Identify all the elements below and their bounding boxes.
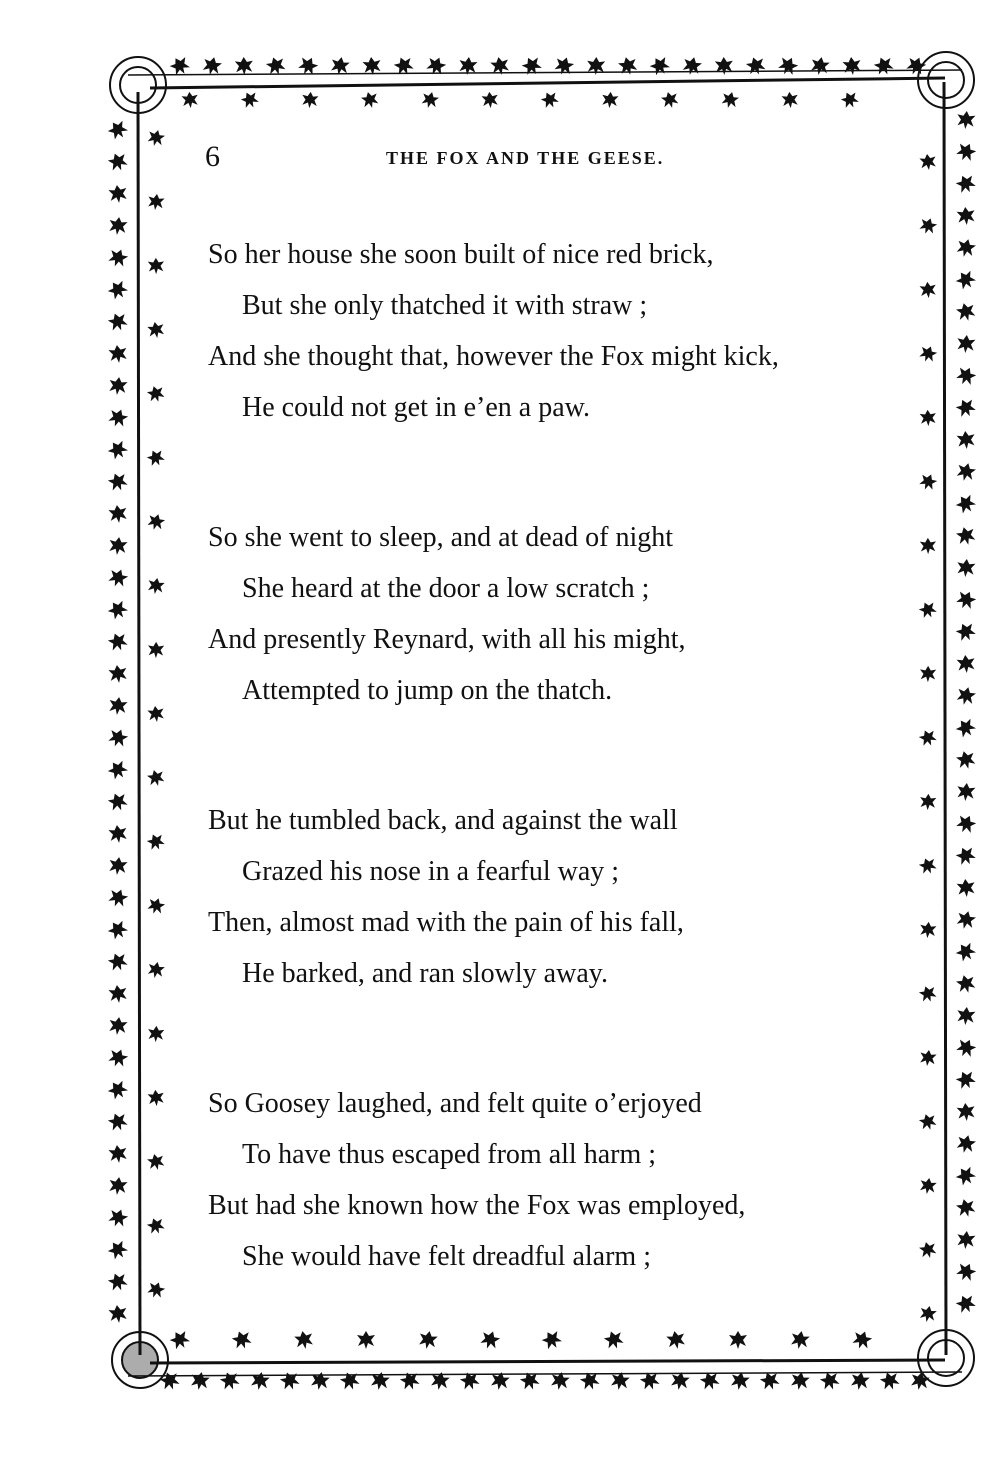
ivy-leaf-icon (398, 1369, 421, 1392)
ivy-leaf-icon (953, 939, 978, 964)
ivy-leaf-icon (146, 384, 166, 404)
ivy-leaf-icon (148, 258, 164, 274)
ivy-leaf-icon (370, 1371, 391, 1392)
ivy-leaf-icon (430, 1371, 451, 1392)
ivy-leaf-icon (146, 1152, 165, 1171)
ivy-leaf-icon (918, 856, 939, 877)
ivy-leaf-icon (108, 1304, 128, 1324)
ivy-leaf-icon (954, 172, 978, 196)
ivy-leaf-icon (158, 1369, 181, 1392)
ivy-leaf-icon (956, 558, 976, 578)
ivy-leaf-icon (218, 1369, 241, 1392)
ivy-leaf-icon (105, 277, 130, 302)
page-number: 6 (205, 140, 220, 173)
ivy-leaf-icon (518, 1369, 541, 1392)
ivy-leaf-icon (956, 654, 976, 674)
ivy-leaf-icon (146, 1280, 167, 1301)
stanza-4 (208, 1082, 908, 1286)
ivy-leaf-icon (850, 1371, 871, 1392)
ivy-leaf-icon (146, 1216, 167, 1237)
ivy-leaf-icon (578, 1369, 601, 1392)
ivy-leaf-icon (919, 1049, 937, 1067)
ivy-leaf-icon (954, 364, 978, 388)
ivy-leaf-icon (954, 844, 978, 868)
ivy-leaf-icon (105, 1237, 130, 1262)
ivy-leaf-icon (147, 705, 165, 723)
ivy-leaf-icon (145, 831, 166, 852)
ivy-leaf-icon (955, 973, 977, 995)
ivy-leaf-icon (954, 588, 978, 612)
ivy-leaf-icon (872, 54, 895, 77)
ivy-leaf-icon (919, 921, 937, 939)
ivy-leaf-icon (953, 1163, 978, 1188)
poem-line: To have thus escaped from all harm ; (242, 1139, 657, 1170)
ivy-leaf-icon (106, 886, 129, 909)
ivy-leaf-icon (145, 447, 167, 469)
ivy-leaf-icon (106, 790, 129, 813)
ivy-leaf-icon (108, 696, 128, 716)
ivy-leaf-icon (106, 950, 129, 973)
ivy-leaf-icon (919, 409, 936, 426)
ivy-leaf-icon (617, 55, 639, 77)
ivy-leaf-icon (920, 666, 936, 682)
ivy-leaf-icon (954, 812, 978, 836)
poem-line: So her house she soon built of nice red brick, (208, 239, 714, 270)
ivy-leaf-icon (108, 216, 128, 236)
ivy-leaf-icon (955, 237, 977, 259)
ivy-leaf-icon (955, 525, 977, 547)
ivy-leaf-icon (108, 824, 128, 844)
ivy-leaf-icon (954, 140, 978, 164)
ivy-leaf-icon (108, 504, 128, 524)
ivy-leaf-icon (956, 1102, 976, 1122)
ivy-leaf-icon (108, 856, 128, 876)
stanza-1 (208, 233, 908, 437)
ivy-leaf-icon (108, 344, 128, 364)
ivy-leaf-icon (919, 1177, 938, 1196)
ivy-leaf-icon (810, 56, 831, 77)
ivy-leaf-icon (904, 54, 927, 77)
ivy-leaf-icon (278, 1369, 301, 1392)
ivy-leaf-icon (106, 566, 129, 589)
ivy-leaf-icon (190, 1371, 211, 1392)
ivy-leaf-icon (953, 491, 978, 516)
ivy-leaf-icon (601, 91, 619, 109)
ivy-leaf-icon (147, 193, 165, 211)
ivy-leaf-icon (108, 1016, 128, 1036)
ivy-leaf-icon (954, 1260, 978, 1284)
ivy-leaf-icon (918, 984, 939, 1005)
ivy-leaf-icon (956, 334, 976, 354)
ivy-leaf-icon (954, 1068, 978, 1092)
ivy-leaf-icon (956, 206, 976, 226)
poem-line: Grazed his nose in a fearful way ; (242, 856, 620, 887)
ivy-leaf-icon (106, 1110, 129, 1133)
ivy-leaf-icon (917, 471, 938, 492)
ivy-leaf-icon (392, 54, 415, 77)
ivy-leaf-icon (108, 664, 128, 684)
ivy-leaf-icon (660, 90, 680, 110)
ivy-leaf-icon (105, 917, 130, 942)
ivy-leaf-icon (956, 878, 976, 898)
ivy-leaf-icon (310, 1371, 331, 1392)
ivy-leaf-icon (956, 1230, 976, 1250)
ivy-leaf-icon (108, 984, 128, 1004)
ivy-leaf-icon (919, 281, 937, 299)
ivy-leaf-icon (147, 1025, 164, 1042)
ivy-leaf-icon (105, 757, 130, 782)
ivy-leaf-icon (105, 1077, 130, 1102)
poem-line: Attempted to jump on the thatch. (242, 675, 613, 706)
ivy-leaf-icon (106, 246, 129, 269)
ivy-leaf-icon (105, 117, 130, 142)
ivy-leaf-icon (108, 376, 128, 396)
ivy-leaf-icon (420, 90, 440, 110)
ivy-leaf-icon (105, 437, 130, 462)
ivy-leaf-icon (955, 461, 977, 483)
ivy-leaf-icon (301, 91, 319, 109)
ivy-leaf-icon (147, 577, 166, 596)
ivy-leaf-icon (108, 1176, 128, 1196)
ivy-leaf-icon (201, 55, 223, 77)
ivy-leaf-icon (105, 597, 130, 622)
ivy-leaf-icon (955, 1197, 977, 1219)
ivy-leaf-icon (681, 55, 703, 77)
ivy-leaf-icon (842, 56, 862, 76)
ivy-leaf-icon (239, 89, 261, 111)
ivy-leaf-icon (955, 301, 977, 323)
ivy-leaf-icon (920, 538, 936, 554)
ivy-leaf-icon (955, 685, 977, 707)
ivy-leaf-icon (168, 1328, 193, 1353)
ivy-leaf-icon (146, 512, 166, 532)
ivy-leaf-icon (181, 91, 199, 109)
ivy-leaf-icon (745, 55, 768, 78)
ivy-leaf-icon (106, 1270, 129, 1293)
poem (208, 233, 908, 1365)
ivy-leaf-icon (148, 642, 164, 658)
ivy-leaf-icon (106, 310, 129, 333)
ivy-leaf-icon (955, 909, 977, 931)
ivy-leaf-icon (917, 727, 938, 748)
poem-line: But had she known how the Fox was employed, (208, 1190, 746, 1221)
ivy-leaf-icon (235, 57, 254, 76)
ivy-leaf-icon (539, 89, 561, 111)
ivy-leaf-icon (919, 153, 937, 171)
ivy-leaf-icon (918, 216, 939, 237)
poem-line: And she thought that, however the Fox might kick, (208, 341, 779, 372)
ivy-leaf-icon (955, 1133, 977, 1155)
poem-line: He could not get in e’en a paw. (242, 392, 591, 423)
ivy-leaf-icon (147, 321, 166, 340)
ivy-leaf-icon (715, 57, 734, 76)
ivy-leaf-icon (954, 620, 978, 644)
ivy-leaf-icon (956, 110, 976, 130)
ivy-leaf-icon (520, 54, 544, 78)
ivy-leaf-icon (648, 54, 673, 79)
ivy-leaf-icon (918, 344, 939, 365)
poem-line: But she only thatched it with straw ; (242, 290, 648, 321)
ivy-leaf-icon (956, 1006, 976, 1026)
ivy-leaf-icon (781, 91, 799, 109)
running-head: THE FOX AND THE GEESE. (386, 148, 665, 168)
ivy-leaf-icon (918, 1112, 938, 1132)
ivy-leaf-icon (147, 1089, 165, 1107)
ivy-leaf-icon (106, 1206, 129, 1229)
ivy-leaf-icon (956, 782, 976, 802)
ivy-leaf-icon (919, 793, 936, 810)
ivy-leaf-icon (481, 91, 499, 109)
ivy-leaf-icon (917, 599, 939, 621)
ivy-leaf-icon (108, 1144, 128, 1164)
ivy-leaf-icon (953, 267, 978, 292)
ivy-leaf-icon (918, 1240, 938, 1260)
poem-line: So Goosey laughed, and felt quite o’erjoyed (208, 1088, 702, 1119)
ivy-leaf-icon (955, 749, 977, 771)
ivy-leaf-icon (954, 1292, 978, 1316)
ivy-leaf-icon (108, 536, 128, 556)
stanza-2 (208, 516, 908, 720)
ivy-leaf-icon (360, 90, 380, 110)
ivy-leaf-icon (338, 1369, 361, 1392)
ivy-leaf-icon (720, 90, 740, 110)
ivy-leaf-icon (956, 430, 976, 450)
ivy-leaf-icon (839, 89, 861, 111)
ivy-leaf-icon (106, 470, 129, 493)
poem-line: She would have felt dreadful alarm ; (242, 1241, 651, 1272)
ivy-leaf-icon (146, 768, 166, 788)
ivy-leaf-icon (919, 1305, 938, 1324)
stanza-3 (208, 799, 908, 1003)
ivy-leaf-icon (146, 128, 166, 148)
poem-line: And presently Reynard, with all his might, (208, 624, 686, 655)
ivy-leaf-icon (106, 150, 129, 173)
ivy-leaf-icon (108, 184, 128, 204)
ivy-leaf-icon (250, 1371, 271, 1392)
ivy-leaf-icon (147, 961, 166, 980)
ivy-leaf-icon (790, 1371, 811, 1392)
ivy-leaf-icon (458, 1369, 481, 1392)
ivy-leaf-icon (106, 406, 129, 429)
ivy-leaf-icon (106, 630, 129, 653)
ivy-leaf-icon (106, 1046, 129, 1069)
ivy-leaf-icon (954, 396, 978, 420)
poem-line: He barked, and ran slowly away. (242, 958, 608, 989)
ivy-leaf-icon (954, 1036, 978, 1060)
ivy-leaf-icon (910, 1371, 931, 1392)
poem-line: She heard at the door a low scratch ; (242, 573, 650, 604)
poem-line: But he tumbled back, and against the wall (208, 805, 678, 836)
ivy-leaf-icon (553, 55, 576, 78)
poem-line: So she went to sleep, and at dead of night (208, 522, 674, 553)
ivy-leaf-icon (146, 896, 167, 917)
ivy-leaf-icon (106, 726, 129, 749)
poem-line: Then, almost mad with the pain of his fall, (208, 907, 684, 938)
ivy-leaf-icon (953, 715, 978, 740)
ivy-leaf-icon (776, 54, 800, 78)
ivy-leaf-icon (424, 54, 447, 77)
